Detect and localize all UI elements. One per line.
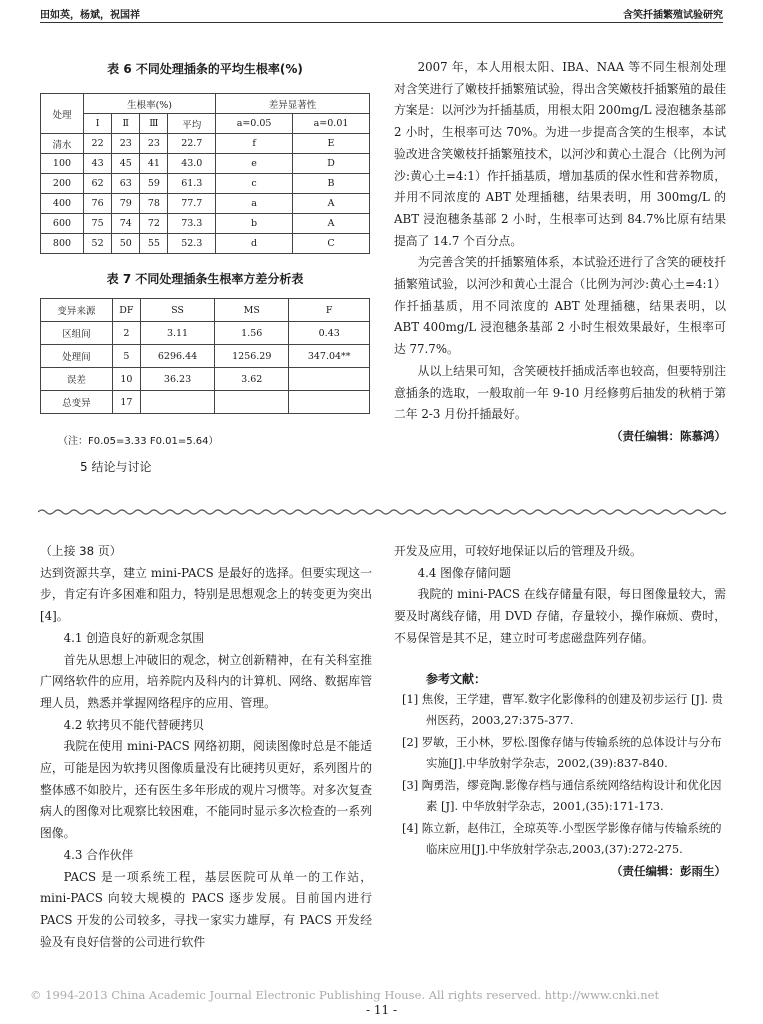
editor-note: （责任编辑：彭雨生） — [611, 863, 726, 878]
table6-header-cell: 差异显著性 — [216, 94, 370, 114]
paragraph: 我院在使用 mini-PACS 网络初期，阅读图像时总是不能适应，可能是因为软拷贝图像质量没有比硬拷贝更好，系列图片的整体感不如胶片，还有医生多年形成的观片习惯等。对多次复查病人的图像对比观察比较困难，不能同时显示多次检查的一系列图像。 — [40, 739, 372, 841]
table6-cell: 43.0 — [168, 154, 216, 174]
table6-cell: D — [293, 154, 370, 174]
table6-cell: A — [293, 214, 370, 234]
table6-cell: 200 — [41, 174, 84, 194]
table7-cell: 2 — [112, 322, 140, 345]
table7-header-cell: MS — [215, 299, 289, 322]
paragraph: PACS 是一项系统工程，基层医院可从单一的工作站，mini-PACS 向较大规模的 PACS 逐步发展。目前国内进行 PACS 开发的公司较多，寻找一家实力雄厚，有 PACS 开发经验及有良好信誉的公司进行软件 — [40, 869, 372, 949]
table-row — [41, 234, 370, 254]
reference-item: [1] 焦俊，王学建，曹军.数字化影像科的创建及初步运行 [J]. 贵州医药，2003,27:375-377. — [402, 691, 724, 728]
table6-cell: A — [293, 194, 370, 214]
table6-cell: 50 — [112, 234, 140, 254]
page-number: - 11 - — [365, 1003, 397, 1017]
table6-header-cell: a=0.01 — [293, 114, 370, 134]
table6-cell: C — [293, 234, 370, 254]
table7-cell: 6296.44 — [140, 345, 214, 368]
table6-cell: 52 — [84, 234, 112, 254]
table6-cell: 61.3 — [168, 174, 216, 194]
table7-caption: 表 7 不同处理插条生根率方差分析表 — [106, 272, 304, 286]
reference-item: [4] 陈立新，赵伟江，全琼英等.小型医学影像存储与传输系统的临床应用[J].中华放射学杂志,2003,(37):272-275. — [402, 820, 722, 857]
table6-cell: 79 — [112, 194, 140, 214]
table7 — [40, 298, 370, 414]
table-row — [41, 368, 370, 391]
table7-cell: 区组间 — [41, 322, 113, 345]
copyright-footer: © 1994-2013 China Academic Journal Electronic Publishing House. All rights reserved. http://www.cnki.net — [30, 988, 660, 1002]
table-row — [41, 214, 370, 234]
table-row — [41, 194, 370, 214]
table6-cell: 76 — [84, 194, 112, 214]
table6-cell: 52.3 — [168, 234, 216, 254]
table-row — [41, 174, 370, 194]
table7-cell: 3.62 — [215, 368, 289, 391]
table6-cell: E — [293, 134, 370, 154]
table6-cell: 43 — [84, 154, 112, 174]
table6-cell: 72 — [140, 214, 168, 234]
table7-cell: 3.11 — [140, 322, 214, 345]
paragraph: 2007 年，本人用根太阳、IBA、NAA 等不同生根剂处理对含笑进行了嫩枝扦插繁殖试验，得出含笑嫩枝扦插繁殖的最佳方案是：以河沙为扦插基质，用根太阳 200mg/L 浸泡穗条基部 2 小时，生根率可达 70%。为进一步提高含笑的生根率，本试验改进含笑嫩枝扦插繁殖技术，以河沙和黄心土混合（比例为河沙:黄心土=4:1）作扦插基质，增加基质的保水性和营养物质，并用不同浓度的 ABT 处理插穗，结果表明，用 300mg/L 的 ABT 浸泡穗条基部 2 小时，生根率可达到 84.7%比原有结果提高了 14.7 个百分点。 — [394, 60, 726, 248]
table6-cell: 45 — [112, 154, 140, 174]
table6-header-cell: Ⅱ — [112, 114, 140, 134]
table6-cell: 22 — [84, 134, 112, 154]
table6-cell: 77.7 — [168, 194, 216, 214]
subsection-heading: 4.2 软拷贝不能代替硬拷贝 — [63, 717, 205, 732]
table7-cell: 1.56 — [215, 322, 289, 345]
table6-cell: 23 — [112, 134, 140, 154]
table6-cell: 75 — [84, 214, 112, 234]
table6-cell: 59 — [140, 174, 168, 194]
table6-header-cell: a=0.05 — [216, 114, 293, 134]
paragraph: 为完善含笑的扦插繁殖体系，本试验还进行了含笑的硬枝扦插繁殖试验，以河沙和黄心土混合（比例为河沙:黄心土=4:1）作扦插基质，用不同浓度的 ABT 处理插穗，结果表明，以 ABT 400mg/L 浸泡穗条基部 2 小时生根效果最好，生根率可达 77.7%。 — [394, 255, 726, 357]
paragraph: 开发及应用，可较好地保证以后的管理及升级。 — [394, 544, 642, 558]
table7-cell: 0.43 — [289, 322, 370, 345]
table6-cell: b — [216, 214, 293, 234]
table6-cell: f — [216, 134, 293, 154]
continuation-note: （上接 38 页） — [40, 544, 122, 558]
table6-cell: a — [216, 194, 293, 214]
section-heading: 5 结论与讨论 — [80, 460, 152, 474]
table6-cell: 清水 — [41, 134, 84, 154]
table6-cell: 78 — [140, 194, 168, 214]
table6-cell: 800 — [41, 234, 84, 254]
reference-item: [3] 陶勇浩，缪竞陶.影像存档与通信系统网络结构设计和优化因素 [J]. 中华放射学杂志，2001,(35):171-173. — [402, 777, 722, 814]
table7-cell: 10 — [112, 368, 140, 391]
header-rule — [40, 22, 723, 23]
table-row — [41, 322, 370, 345]
table6-cell: 23 — [140, 134, 168, 154]
table7-cell: 17 — [112, 391, 140, 414]
subsection-heading: 4.4 图像存储问题 — [417, 565, 511, 580]
table7-cell — [289, 368, 370, 391]
table6-cell: 600 — [41, 214, 84, 234]
table6-cell: 55 — [140, 234, 168, 254]
table7-header-cell: SS — [140, 299, 214, 322]
table6-cell: e — [216, 154, 293, 174]
table7-cell: 1256.29 — [215, 345, 289, 368]
upper-right-column — [394, 57, 726, 444]
paragraph: 达到资源共享，建立 mini-PACS 是最好的选择。但要实现这一步，肯定有许多困难和阻力，特别是思想观念上的转变更为突出[4]。 — [40, 565, 372, 624]
table7-cell: 处理间 — [41, 345, 113, 368]
table7-header-cell: DF — [112, 299, 140, 322]
table6-cell: 73.3 — [168, 214, 216, 234]
table6-cell: 63 — [112, 174, 140, 194]
table6-header-cell: Ⅰ — [84, 114, 112, 134]
table-row — [41, 345, 370, 368]
table7-note: （注：F0.05=3.33 F0.01=5.64） — [58, 436, 219, 447]
table6-cell: 41 — [140, 154, 168, 174]
table-row — [41, 154, 370, 174]
table6-header-cell: Ⅲ — [140, 114, 168, 134]
table6-cell: 62 — [84, 174, 112, 194]
table6 — [40, 93, 370, 254]
table6-cell: c — [216, 174, 293, 194]
table7-cell: 36.23 — [140, 368, 214, 391]
table6-header-cell: 平均 — [168, 114, 216, 134]
table-row — [41, 134, 370, 154]
table7-cell: 5 — [112, 345, 140, 368]
lower-left-column — [40, 541, 372, 953]
paragraph: 从以上结果可知，含笑硬枝扦插成活率也较高，但要特别注意插条的选取，一般取前一年 9-10 月经修剪后抽发的秋梢于第二年 2-3 月份扦插最好。 — [394, 363, 726, 422]
table6-header-cell: 生根率(%) — [84, 94, 216, 114]
table6-cell: B — [293, 174, 370, 194]
paragraph: 首先从思想上冲破旧的观念，树立创新精神，在有关科室推广网络软件的应用，培养院内及科内的计算机、网络、数据库管理人员，熟悉并掌握网络程序的应用、管理。 — [40, 652, 372, 710]
table6-cell: 100 — [41, 154, 84, 174]
table6-header-cell: 处理 — [41, 94, 84, 134]
references-title: 参考文献： — [426, 671, 487, 686]
table6-cell: d — [216, 234, 293, 254]
table7-cell — [140, 391, 214, 414]
table7-cell: 347.04** — [289, 345, 370, 368]
reference-item: [2] 罗敏，王小林，罗松.图像存储与传输系统的总体设计与分布实施[J].中华放射学杂志，2002,(39):837-840. — [402, 734, 722, 771]
table6-caption: 表 6 不同处理插条的平均生根率(%) — [107, 62, 303, 76]
table-row — [41, 391, 370, 414]
running-header-title: 含笑扦插繁殖试验研究 — [623, 10, 723, 21]
table6-cell: 74 — [112, 214, 140, 234]
table7-header-cell: F — [289, 299, 370, 322]
table6-cell: 22.7 — [168, 134, 216, 154]
subsection-heading: 4.1 创造良好的新观念氛围 — [63, 630, 205, 645]
paragraph: 我院的 mini-PACS 在线存储量有限，每日图像量较大，需要及时离线存储，用 DVD 存储，存量较小，操作麻烦、费时，不易保管是其不足，建立时可考虑磁盘阵列存储。 — [394, 587, 726, 645]
wavy-divider — [38, 508, 726, 516]
table6-cell: 400 — [41, 194, 84, 214]
table7-cell: 总变异 — [41, 391, 113, 414]
editor-note: （责任编辑：陈慕鸿） — [611, 428, 726, 443]
table7-cell: 误差 — [41, 368, 113, 391]
table7-cell — [289, 391, 370, 414]
running-header-authors: 田如英，杨斌，祝国祥 — [40, 10, 140, 21]
subsection-heading: 4.3 合作伙伴 — [63, 847, 134, 862]
table7-header-cell: 变异来源 — [41, 299, 113, 322]
lower-right-column — [394, 541, 726, 879]
table7-cell — [215, 391, 289, 414]
